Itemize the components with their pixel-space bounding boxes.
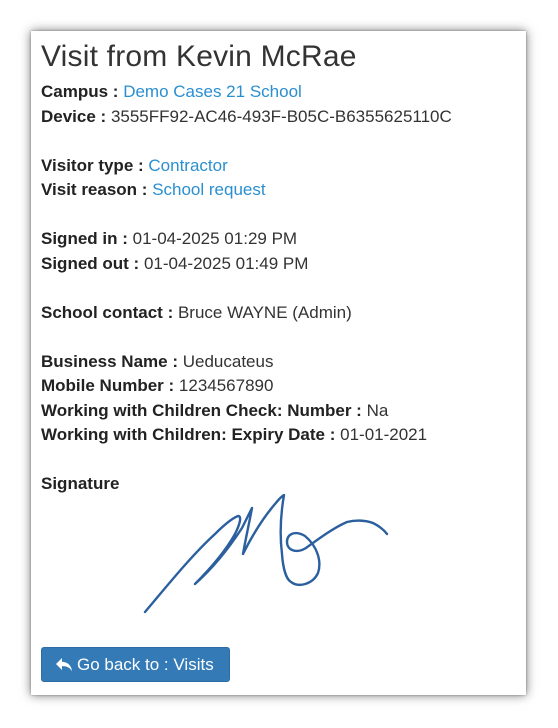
mobile-number-label: Mobile Number : [41,376,175,395]
signature-stroke [145,495,387,612]
go-back-button-label: Go back to : Visits [77,655,214,674]
visit-reason-link[interactable]: School request [152,180,266,199]
business-name-row [41,350,516,375]
signed-in-value: 01-04-2025 01:29 PM [132,229,298,248]
spacer [41,129,516,154]
signed-in-label: Signed in : [41,229,128,248]
mobile-number-row [41,374,516,399]
visit-reason-label: Visit reason : [41,180,148,199]
campus-link[interactable]: Demo Cases 21 School [123,82,302,101]
wwc-number-value: Na [366,400,389,420]
wwc-expiry-row [41,423,516,448]
signed-out-value: 01-04-2025 01:49 PM [143,253,309,273]
campus-row [41,80,516,105]
reply-arrow-icon [55,657,73,673]
business-name-label: Business Name : [41,351,178,371]
device-value: 3555FF92-AC46-493F-B05C-B6355625110C [110,106,452,126]
go-back-to-visits-button[interactable] [41,647,230,682]
signature-image [139,494,399,619]
school-contact-label: School contact : [41,302,174,322]
spacer [41,276,516,301]
visit-reason-row [41,178,516,203]
visitor-type-row [41,154,516,179]
wwc-expiry-label: Working with Children: Expiry Date : [41,425,336,444]
wwc-number-row [41,399,516,424]
spacer [41,203,516,228]
school-contact-value: Bruce WAYNE (Admin) [177,302,352,322]
wwc-number-label: Working with Children Check: Number : [41,400,362,420]
signed-out-label: Signed out : [41,253,140,273]
visit-detail-card [31,31,526,695]
signed-in-row [41,227,516,252]
signed-out-row [41,252,516,277]
visitor-type-label: Visitor type : [41,155,144,175]
signature-area [41,496,516,626]
spacer [41,448,516,473]
school-contact-row [41,301,516,326]
device-label: Device : [41,106,107,126]
device-row [41,105,516,130]
visitor-type-link[interactable]: Contractor [148,155,228,175]
page-title: Visit from Kevin McRae [41,40,357,73]
mobile-number-value: 1234567890 [178,376,274,395]
business-name-value: Ueducateus [182,351,274,371]
signature-label: Signature [41,474,120,493]
spacer [41,325,516,350]
wwc-expiry-value: 01-01-2021 [340,425,428,444]
campus-label: Campus : [41,82,119,101]
